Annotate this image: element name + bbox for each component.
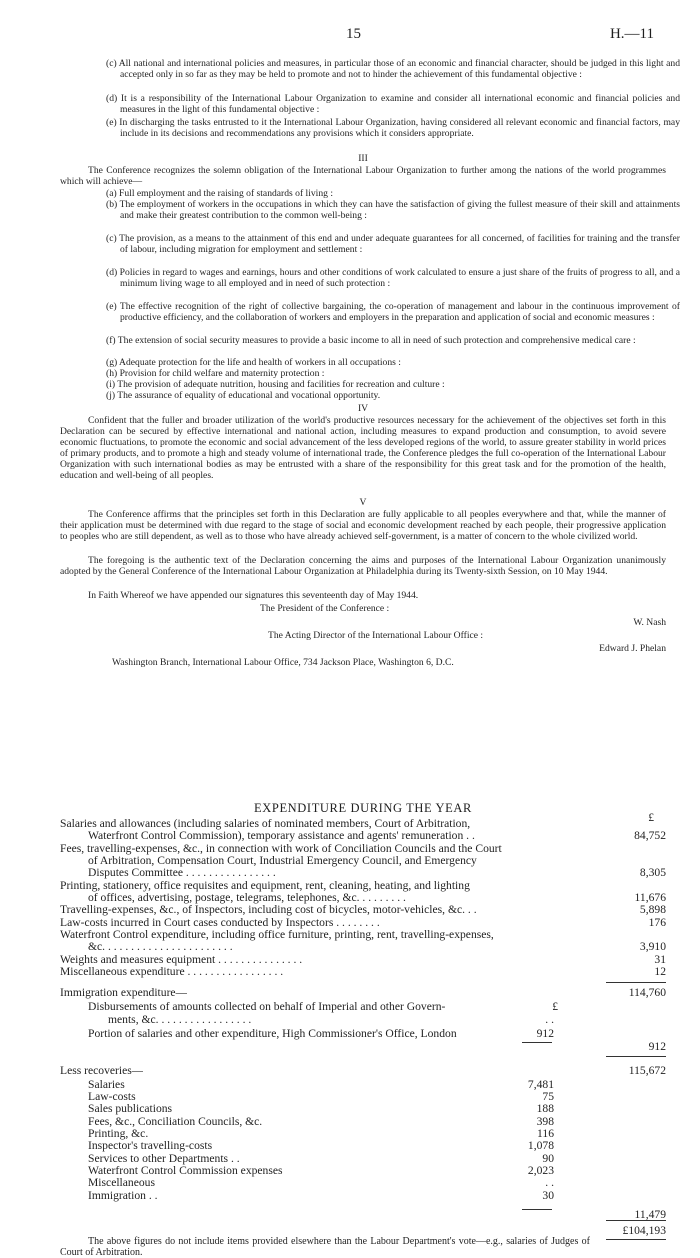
expenditure-row: Travelling-expenses, &c., of Inspectors, including cost of bicycles, motor-vehicles, &c. . . 5,898 xyxy=(60,903,666,917)
recovery-amount: 2,023 xyxy=(527,1163,554,1177)
expenditure-row: Weights and measures equipment . . . . . . . . . . . . . . . 31 xyxy=(60,952,666,966)
objective-a: (a) Full employment and the raising of standards of living : xyxy=(106,188,334,199)
expenditure-row: Disputes Committee . . . . . . . . . . . . . . . . 8,305 xyxy=(88,866,666,880)
expenditure-row: Miscellaneous expenditure . . . . . . . . . . . . . . . . . 12 xyxy=(60,965,666,978)
expenditure-row: &c. . . . . . . . . . . . . . . . . . . . . . . 3,910 xyxy=(88,940,666,954)
section-iii-intro: The Conference recognizes the solemn obligation of the International Labour Organization to further among the nations of the world programmes which will achieve— xyxy=(60,165,666,188)
expenditure-row: of Arbitration, Compensation Court, Industrial Emergency Council, and Emergency xyxy=(88,854,477,868)
document-reference: H.—11 xyxy=(609,26,654,42)
subtotal-1: 114,760 xyxy=(628,986,666,1000)
recovery-row xyxy=(60,1189,666,1203)
director-signature: Edward J. Phelan xyxy=(599,643,666,654)
declaration-item-c: (c) All national and international policies and measures, in particular those of an economic and financial character, should be judged in this light and accepted only in so far as they may be held to promote and not to hinder the achievement of this fundamental objective : xyxy=(106,58,680,81)
recoveries-total-row xyxy=(60,1208,666,1222)
immigration-label: Immigration expenditure— xyxy=(60,986,188,1000)
section-numeral-iii: III xyxy=(358,153,368,164)
recovery-label: Sales publications xyxy=(88,1102,173,1116)
office-address: Washington Branch, International Labour Office, 734 Jackson Place, Washington 6, D.C. xyxy=(112,657,454,668)
page-number: 15 xyxy=(346,26,361,42)
objective-g: (g) Adequate protection for the life and health of workers in all occupations : xyxy=(106,357,401,368)
recovery-amount: 116 xyxy=(537,1126,554,1140)
expenditure-row: Salaries and allowances (including salaries of nominated members, Court of Arbitration, xyxy=(60,817,471,831)
recovery-amount: 398 xyxy=(536,1114,554,1128)
recovery-amount: 188 xyxy=(536,1102,554,1116)
declaration-item-e: (e) In discharging the tasks entrusted to it the International Labour Organization, having considered all relevant economic and financial factors, may include in its decisions and recommendations any provisions which it considers appropriate. xyxy=(106,117,680,140)
recoveries-heading-row xyxy=(60,1064,666,1078)
recovery-label: Services to other Departments . . xyxy=(88,1151,240,1165)
immigration-total: 912 xyxy=(648,1039,666,1053)
recoveries-label: Less recoveries— xyxy=(60,1064,144,1078)
objective-h: (h) Provision for child welfare and maternity protection : xyxy=(106,368,325,379)
recovery-amount: 90 xyxy=(542,1151,554,1165)
immigration-heading-row xyxy=(60,986,666,1000)
expenditure-row: Law-costs incurred in Court cases conducted by Inspectors . . . . . . . . 176 xyxy=(60,915,666,929)
objective-f: (f) The extension of social security measures to provide a basic income to all in need of such protection and comprehensive medical care : xyxy=(106,335,636,346)
section-v-text: The Conference affirms that the principles set forth in this Declaration are fully applicable to all peoples everywhere and that, while the manner of their application must be determined with due regard to the stage of social and economic development reached by each people, their progressive application to peoples who are still dependent, as well as to those who have already achieved self-government, is a matter of concern to the whole civilized world. xyxy=(60,509,666,543)
objective-i: (i) The provision of adequate nutrition, housing and facilities for recreation and culture : xyxy=(106,379,445,390)
subtotal-rule-2 xyxy=(606,1056,666,1057)
currency-symbol: £ xyxy=(648,811,654,824)
portion-row: Portion of salaries and other expenditure, High Commissioner's Office, London 912 xyxy=(88,1026,554,1040)
recovery-amount: . . xyxy=(545,1176,554,1190)
expenditure-row: Printing, stationery, office requisites and equipment, rent, cleaning, heating, and lighting xyxy=(60,878,470,892)
section-numeral-v: V xyxy=(359,497,367,508)
recovery-amount: 75 xyxy=(542,1089,554,1103)
witness-clause: In Faith Whereof we have appended our signatures this seventeenth day of May 1944. xyxy=(88,590,419,601)
recovery-label: Immigration . . xyxy=(88,1188,158,1202)
director-label: The Acting Director of the International Labour Office : xyxy=(268,630,484,641)
objective-c: (c) The provision, as a means to the attainment of this end and under adequate guarantees for all concerned, of facilities for training and the transfer of labour, including migration for employment and settlement : xyxy=(106,233,680,256)
disbursement-amount: . . xyxy=(545,1012,554,1026)
net-total-double-rule xyxy=(606,1239,666,1240)
net-total: £104,193 xyxy=(622,1224,666,1237)
recovery-amount: 30 xyxy=(542,1188,554,1202)
disbursement-row: Disbursements of amounts collected on behalf of Imperial and other Govern- £ xyxy=(88,1000,558,1014)
objective-d: (d) Policies in regard to wages and earnings, hours and other conditions of work calculated to ensure a just share of the fruits of progress to all, and a minimum living wage to all employed and in need of such protection : xyxy=(106,267,680,290)
subtotal-rule xyxy=(606,982,666,983)
expenditure-title: EXPENDITURE DURING THE YEAR xyxy=(254,800,472,815)
page-header xyxy=(0,26,700,46)
declaration-item-d: (d) It is a responsibility of the International Labour Organization to examine and consider all international economic and financial policies and measures in the light of this fundamental objective : xyxy=(106,93,680,116)
authentic-text-statement: The foregoing is the authentic text of the Declaration concerning the aims and purposes of the International Labour Organization unanimously adopted by the General Conference of the International Labour Organization at Philadelphia during its Twenty-sixth Session, on 10 May 1944. xyxy=(60,555,666,578)
footnote: The above figures do not include items provided elsewhere than the Labour Department's vote—e.g., salaries of Judges of Court of Arbitration. xyxy=(60,1236,590,1258)
recovery-label: Salaries xyxy=(88,1077,125,1091)
expenditure-row: of offices, advertising, postage, telegrams, telephones, &c. . . . . . . . . 11,676 xyxy=(88,891,666,905)
expenditure-row: Waterfront Control Commission), temporary assistance and agents' remuneration . . 84,752 xyxy=(88,829,666,843)
recovery-label: Law-costs xyxy=(88,1089,136,1103)
expenditure-row: Fees, travelling-expenses, &c., in connection with work of Conciliation Councils and the Court xyxy=(60,841,502,855)
currency-symbol-inner: £ xyxy=(552,1000,558,1014)
immigration-total-row xyxy=(60,1040,666,1054)
recovery-amount: 1,078 xyxy=(527,1139,554,1153)
recovery-label: Inspector's travelling-costs xyxy=(88,1139,213,1153)
subtotal-2: 115,672 xyxy=(628,1064,666,1078)
objective-b: (b) The employment of workers in the occupations in which they can have the satisfaction of giving the fullest measure of their skill and attainments and make their greatest contribution to the common well-being : xyxy=(106,199,680,222)
recovery-label: Fees, &c., Conciliation Councils, &c. xyxy=(88,1114,263,1128)
expenditure-row: Waterfront Control expenditure, including office furniture, printing, rent, travelling-expenses, xyxy=(60,928,494,942)
net-total-rule xyxy=(606,1220,666,1221)
recovery-label: Miscellaneous xyxy=(88,1176,155,1190)
portion-amount: 912 xyxy=(536,1026,554,1040)
objective-j: (j) The assurance of equality of educational and vocational opportunity. xyxy=(106,390,381,401)
recovery-amount: 7,481 xyxy=(527,1077,554,1091)
recovery-label: Waterfront Control Commission expenses xyxy=(88,1163,283,1177)
section-iv-text: Confident that the fuller and broader utilization of the world's productive resources necessary for the achievement of the objectives set forth in this Declaration can be secured by effective international and national action, including measures to expand production and consumption, to avoid severe economic fluctuations, to promote the economic and social advancement of the less developed regions of the world, to assure greater stability in world prices of primary products, and to promote a high and steady volume of international trade, the Conference pledges the full co-operation of the International Labour Organization with such international bodies as may be entrusted with a share of the responsibility for this great task and for the promotion of the health, education and well-being of all peoples. xyxy=(60,415,666,482)
recovery-label: Printing, &c. xyxy=(88,1126,149,1140)
section-numeral-iv: IV xyxy=(357,403,369,414)
recoveries-total: 11,479 xyxy=(634,1207,666,1221)
president-signature: W. Nash xyxy=(633,617,666,628)
objective-e: (e) The effective recognition of the right of collective bargaining, the co-operation of management and labour in the continuous improvement of productive efficiency, and the collaboration of workers and employers in the preparation and application of social and economic measures : xyxy=(106,301,680,324)
disbursement-row-cont: ments, &c. . . . . . . . . . . . . . . . . . . xyxy=(108,1012,554,1026)
president-label: The President of the Conference : xyxy=(260,603,390,614)
